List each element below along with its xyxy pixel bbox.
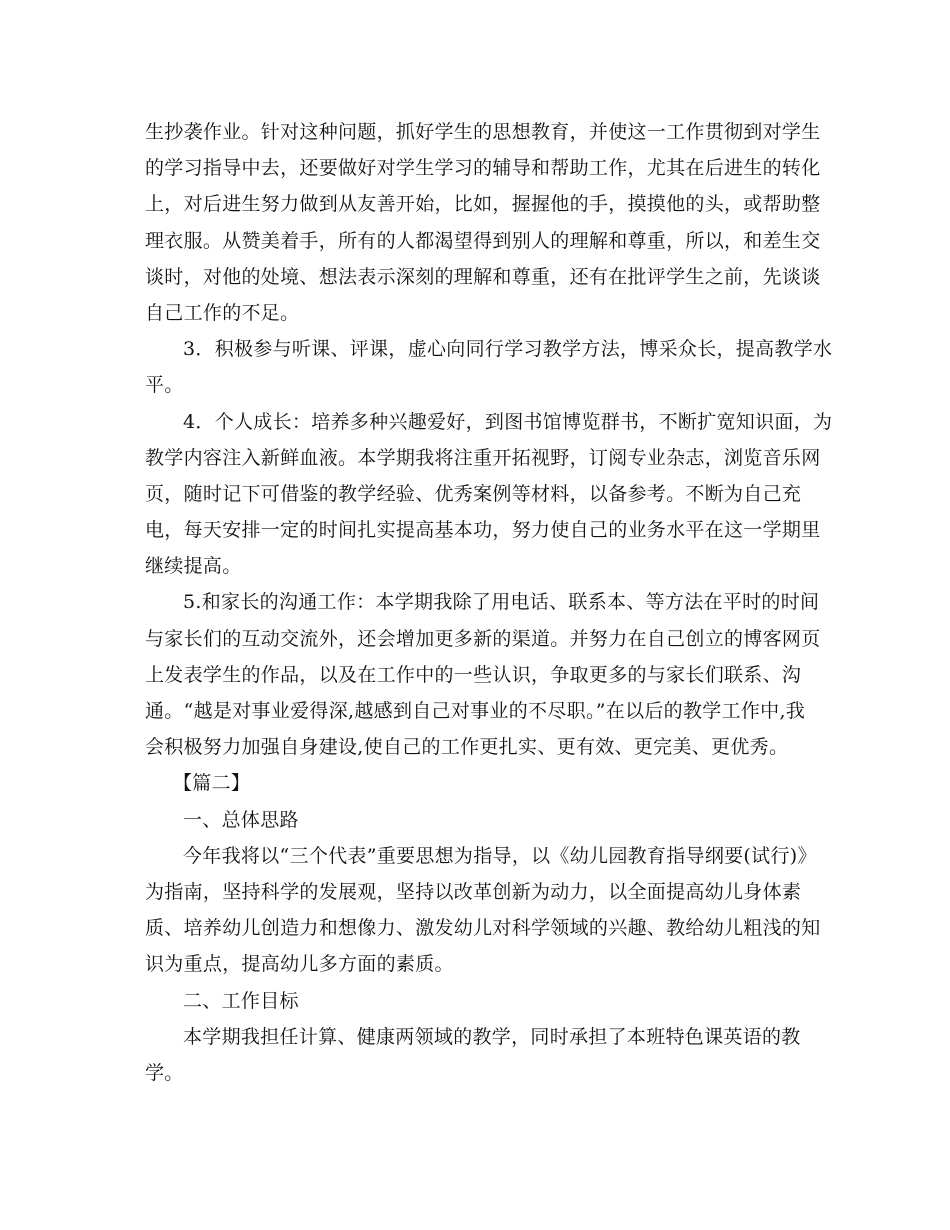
text-line: 会积极努力加强自身建设,使自己的工作更扎实、更有效、更完美、更优秀。 — [145, 736, 789, 759]
document-body — [145, 114, 833, 1091]
text-line: 上，对后进生努力做到从友善开始，比如，握握他的手，摸摸他的头，或帮助整 — [145, 193, 821, 216]
text-line: 与家长们的互动交流外，还会增加更多新的渠道。并努力在自己创立的博客网页 — [145, 627, 821, 650]
text-line: 生抄袭作业。针对这种问题，抓好学生的思想教育，并使这一工作贯彻到对学生 — [145, 121, 821, 143]
text-line: 质、培养幼儿创造力和想像力、激发幼儿对科学领域的兴趣、教给幼儿粗浅的知 — [145, 917, 821, 940]
text-line: 学。 — [145, 1061, 184, 1084]
text-line: 教学内容注入新鲜血液。本学期我将注重开拓视野，订阅专业杂志，浏览音乐网 — [145, 446, 821, 469]
paragraph-start: 今年我将以“三个代表”重要思想为指导，以《幼儿园教育指导纲要(试行)》 — [183, 844, 817, 867]
text-line: 上发表学生的作品，以及在工作中的一些认识，争取更多的与家长们联系、沟 — [145, 663, 802, 686]
text-line: 谈时，对他的处境、想法表示深刻的理解和尊重，还有在批评学生之前，先谈谈 — [145, 265, 821, 288]
text-line: 平。 — [145, 374, 184, 397]
section-heading-part-two: 【篇二】 — [173, 772, 251, 795]
paragraph-item-5: 5.和家长的沟通工作：本学期我除了用电话、联系本、等方法在平时的时间 — [183, 591, 820, 614]
text-line: 为指南，坚持科学的发展观，坚持以改革创新为动力，以全面提高幼儿身体素 — [145, 880, 802, 903]
text-line: 的学习指导中去，还要做好对学生学习的辅导和帮助工作，尤其在后进生的转化 — [145, 157, 821, 180]
paragraph-item-3: 3．积极参与听课、评课，虚心向同行学习教学方法，博采众长，提高教学水 — [183, 338, 833, 361]
text-line: 理衣服。从赞美着手，所有的人都渴望得到别人的理解和尊重，所以，和差生交 — [145, 229, 821, 252]
paragraph-start: 本学期我担任计算、健康两领域的教学，同时承担了本班特色课英语的教 — [183, 1025, 801, 1048]
text-line: 页，随时记下可借鉴的教学经验、优秀案例等材料，以备参考。不断为自己充 — [145, 482, 802, 505]
text-line: 识为重点，提高幼儿多方面的素质。 — [145, 953, 454, 976]
paragraph-item-4: 4．个人成长：培养多种兴趣爱好，到图书馆博览群书，不断扩宽知识面，为 — [183, 410, 833, 433]
text-line: 电，每天安排一定的时间扎实提高基本功，努力使自己的业务水平在这一学期里 — [145, 519, 821, 542]
text-line: 继续提高。 — [145, 555, 242, 578]
section-heading-work-goals: 二、工作目标 — [183, 989, 299, 1012]
text-line: 通。“越是对事业爱得深,越感到自己对事业的不尽职。”在以后的教学工作中,我 — [145, 700, 806, 722]
section-heading-overall-approach: 一、总体思路 — [183, 808, 299, 831]
text-line: 自己工作的不足。 — [145, 301, 300, 324]
